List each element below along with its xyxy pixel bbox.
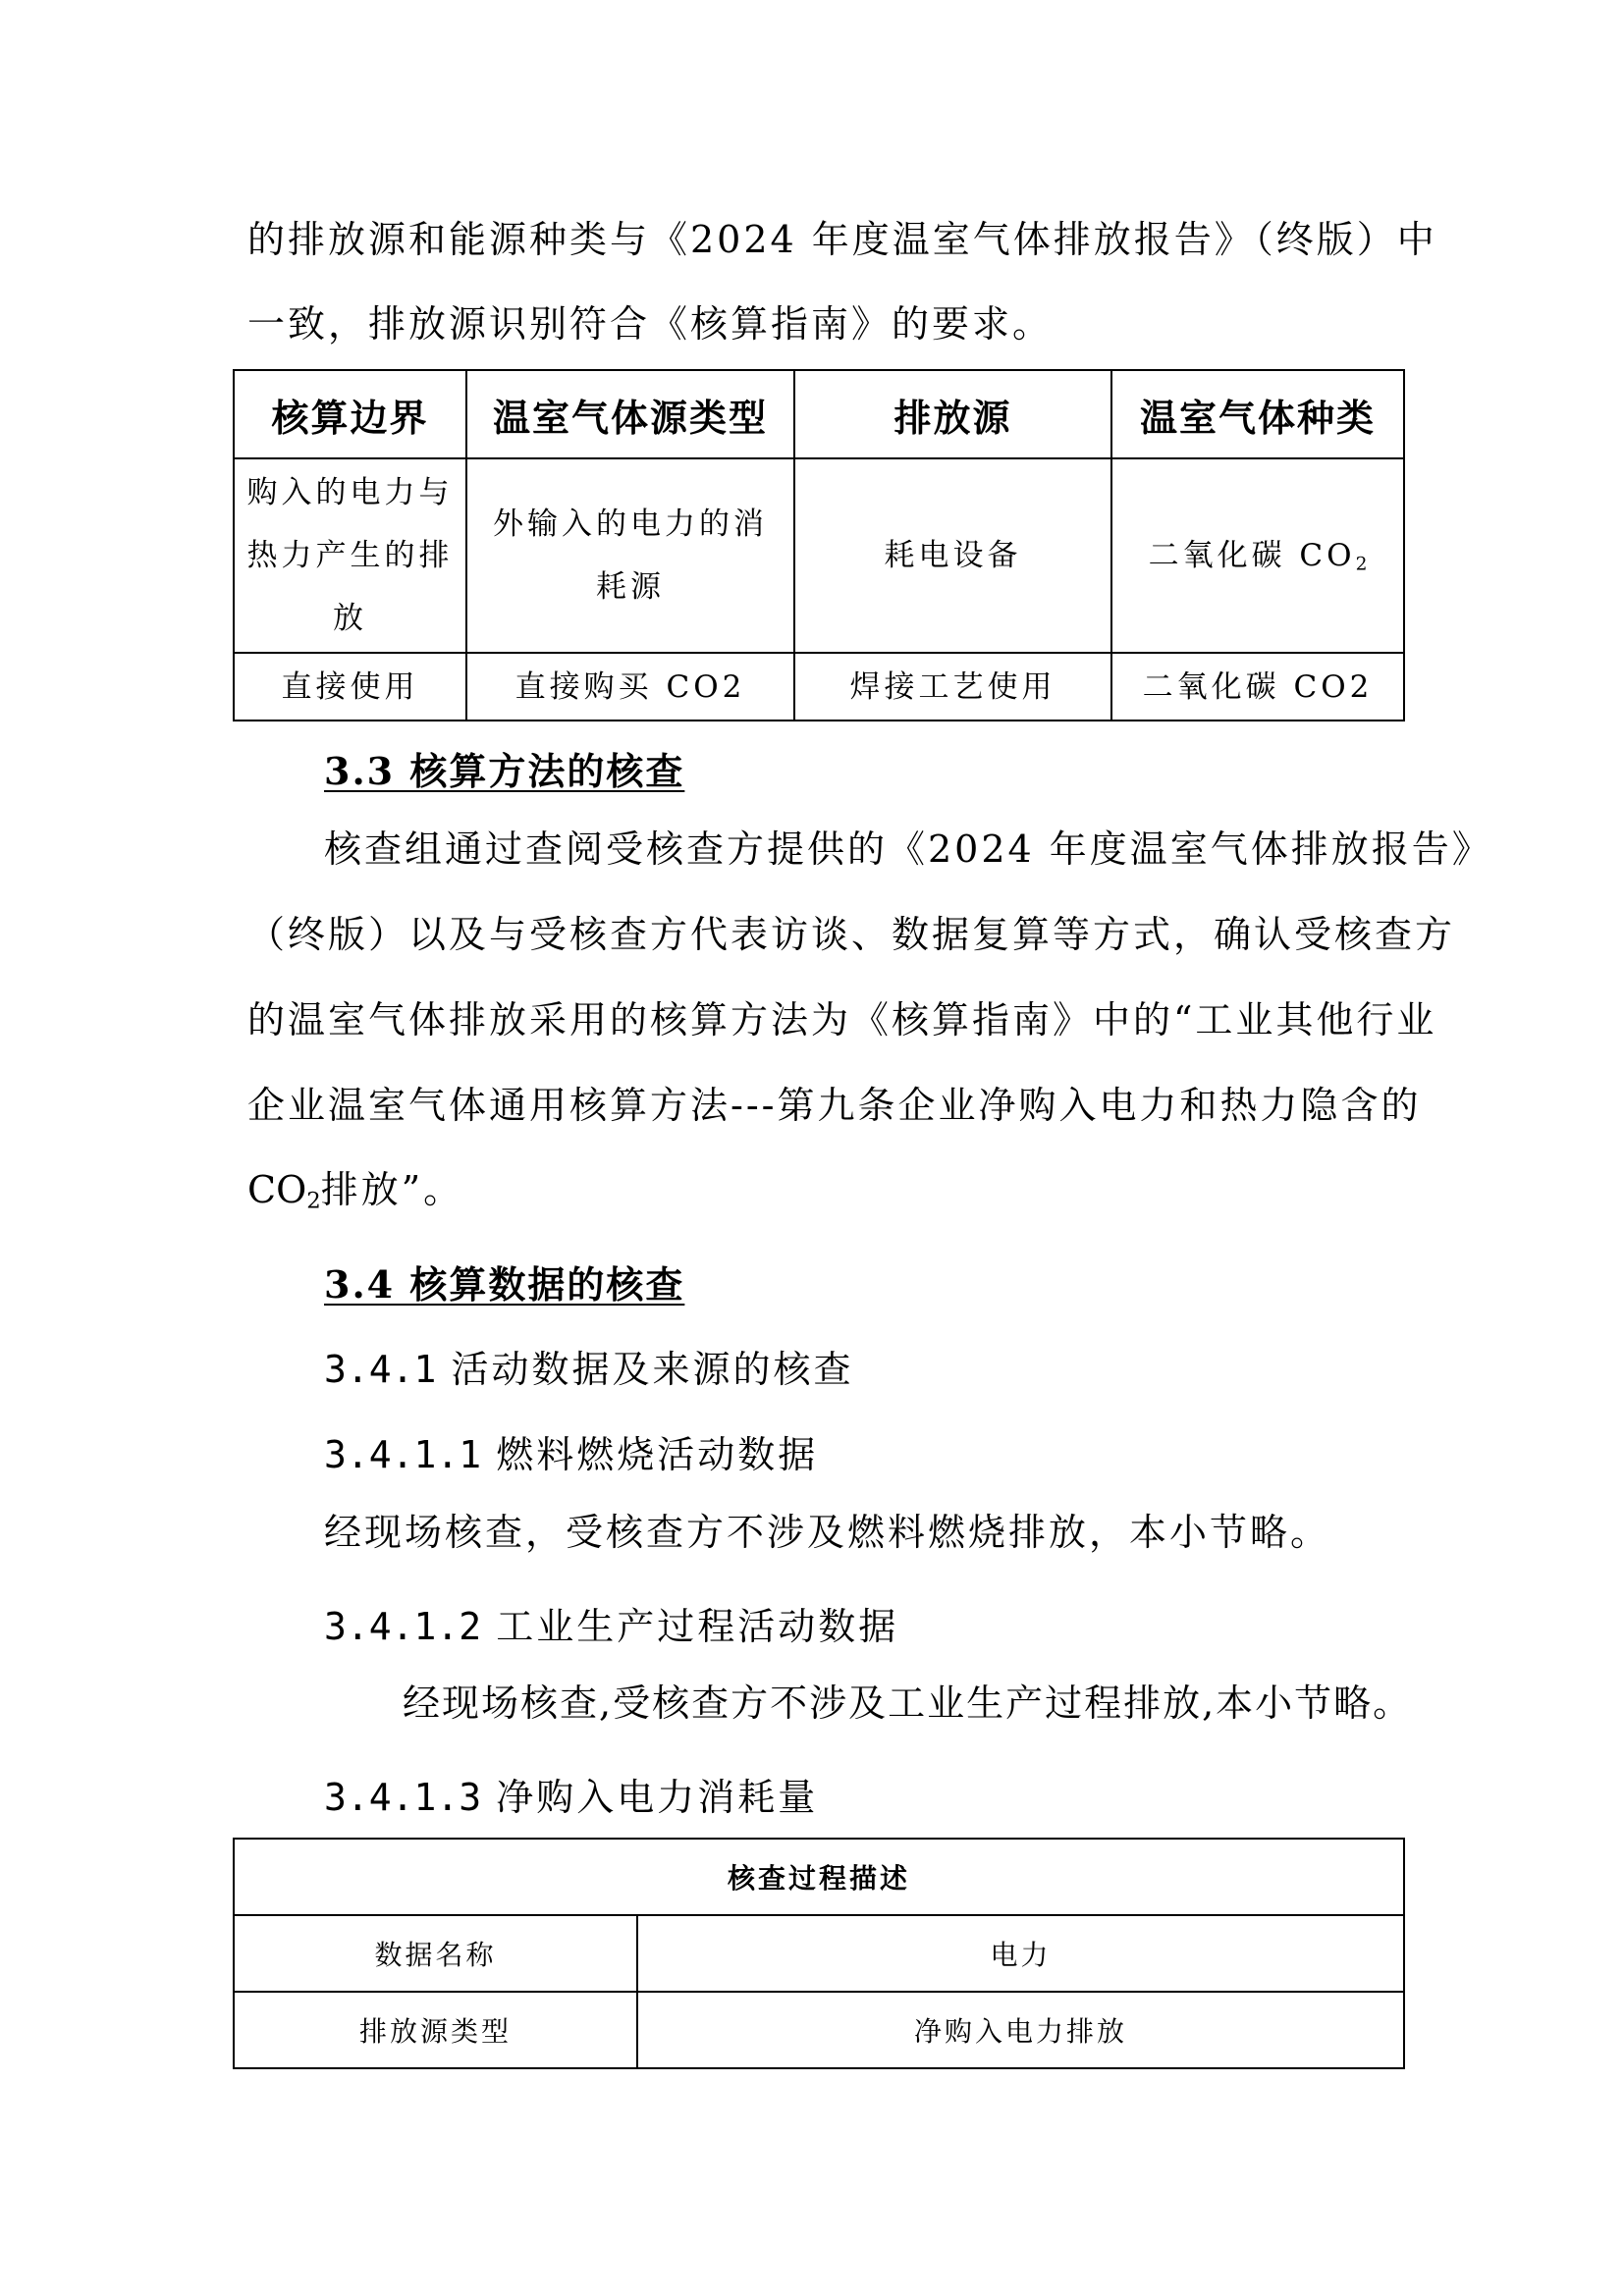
cell-label: 排放源类型: [234, 1992, 637, 2068]
table-row: [234, 458, 1404, 653]
section-3-3-line-2: （终版）以及与受核查方代表访谈、数据复算等方式，确认受核查方: [247, 913, 1456, 956]
subsection-3-4-1-3: [324, 1767, 818, 1821]
cell-boundary: 购入的电力与热力产生的排放: [234, 458, 466, 653]
table-row: [234, 653, 1404, 721]
table-row: [234, 1992, 1404, 2068]
subsection-number: 3.4.1.1: [324, 1433, 482, 1476]
verification-table: [233, 1838, 1405, 2069]
cell-value: 净购入电力排放: [637, 1992, 1404, 2068]
subsection-3-4-1-2: [324, 1596, 898, 1650]
section-3-3-line-1: 核查组通过查阅受核查方提供的《2024 年度温室气体排放报告》: [324, 828, 1492, 871]
intro-line-1: 的排放源和能源种类与《2024 年度温室气体排放报告》（终版）中: [247, 218, 1437, 261]
gas-text: 二氧化碳 CO: [1148, 538, 1356, 573]
cell-source-type: 直接购买 CO2: [466, 653, 794, 721]
section-3-3-line-4: 企业温室气体通用核算方法---第九条企业净购入电力和热力隐含的: [247, 1084, 1422, 1127]
cell-label: 数据名称: [234, 1915, 637, 1992]
cell-value: 电力: [637, 1915, 1404, 1992]
subsection-title: 净购入电力消耗量: [496, 1776, 819, 1819]
subsection-number: 3.4.1.2: [324, 1605, 482, 1648]
co2-suffix: 排放”。: [320, 1168, 464, 1211]
subsection-3-4-1-1-text: 经现场核查，受核查方不涉及燃料燃烧排放，本小节略。: [324, 1511, 1331, 1554]
table-row: [234, 1915, 1404, 1992]
header-accounting-boundary: 核算边界: [234, 370, 466, 458]
section-3-3-line-5: [247, 1168, 463, 1213]
table-header-row: [234, 1839, 1404, 1915]
emission-source-table: [233, 369, 1405, 721]
subsection-3-4-1: [324, 1339, 854, 1393]
section-3-4-heading: 3.4 核算数据的核查: [324, 1262, 685, 1307]
subsection-title: 活动数据及来源的核查: [451, 1348, 854, 1391]
cell-source-type: 外输入的电力的消耗源: [466, 458, 794, 653]
co2-subscript: 2: [306, 1188, 321, 1214]
header-source-type: 温室气体源类型: [466, 370, 794, 458]
gas-text: 二氧化碳 CO2: [1142, 668, 1374, 705]
cell-gas: [1111, 458, 1404, 653]
header-emission-source: 排放源: [794, 370, 1111, 458]
co2-prefix: CO: [247, 1168, 307, 1211]
section-3-3-heading: 3.3 核算方法的核查: [324, 749, 685, 793]
cell-gas: [1111, 653, 1404, 721]
header-gas-type: 温室气体种类: [1111, 370, 1404, 458]
subsection-3-4-1-1: [324, 1424, 818, 1478]
table-header-row: [234, 370, 1404, 458]
subsection-title: 工业生产过程活动数据: [496, 1605, 899, 1648]
subsection-3-4-1-2-text: 经现场核查,受核查方不涉及工业生产过程排放,本小节略。: [403, 1682, 1413, 1725]
subsection-number: 3.4.1.3: [324, 1776, 482, 1819]
cell-source: 焊接工艺使用: [794, 653, 1111, 721]
cell-source: 耗电设备: [794, 458, 1111, 653]
subsection-number: 3.4.1: [324, 1348, 437, 1391]
intro-line-2: 一致，排放源识别符合《核算指南》的要求。: [247, 302, 1054, 346]
cell-boundary: 直接使用: [234, 653, 466, 721]
verification-table-title: 核查过程描述: [234, 1839, 1404, 1915]
gas-subscript: 2: [1355, 554, 1368, 575]
section-3-3-line-3: 的温室气体排放采用的核算方法为《核算指南》中的“工业其他行业: [247, 998, 1437, 1041]
subsection-title: 燃料燃烧活动数据: [496, 1433, 819, 1476]
